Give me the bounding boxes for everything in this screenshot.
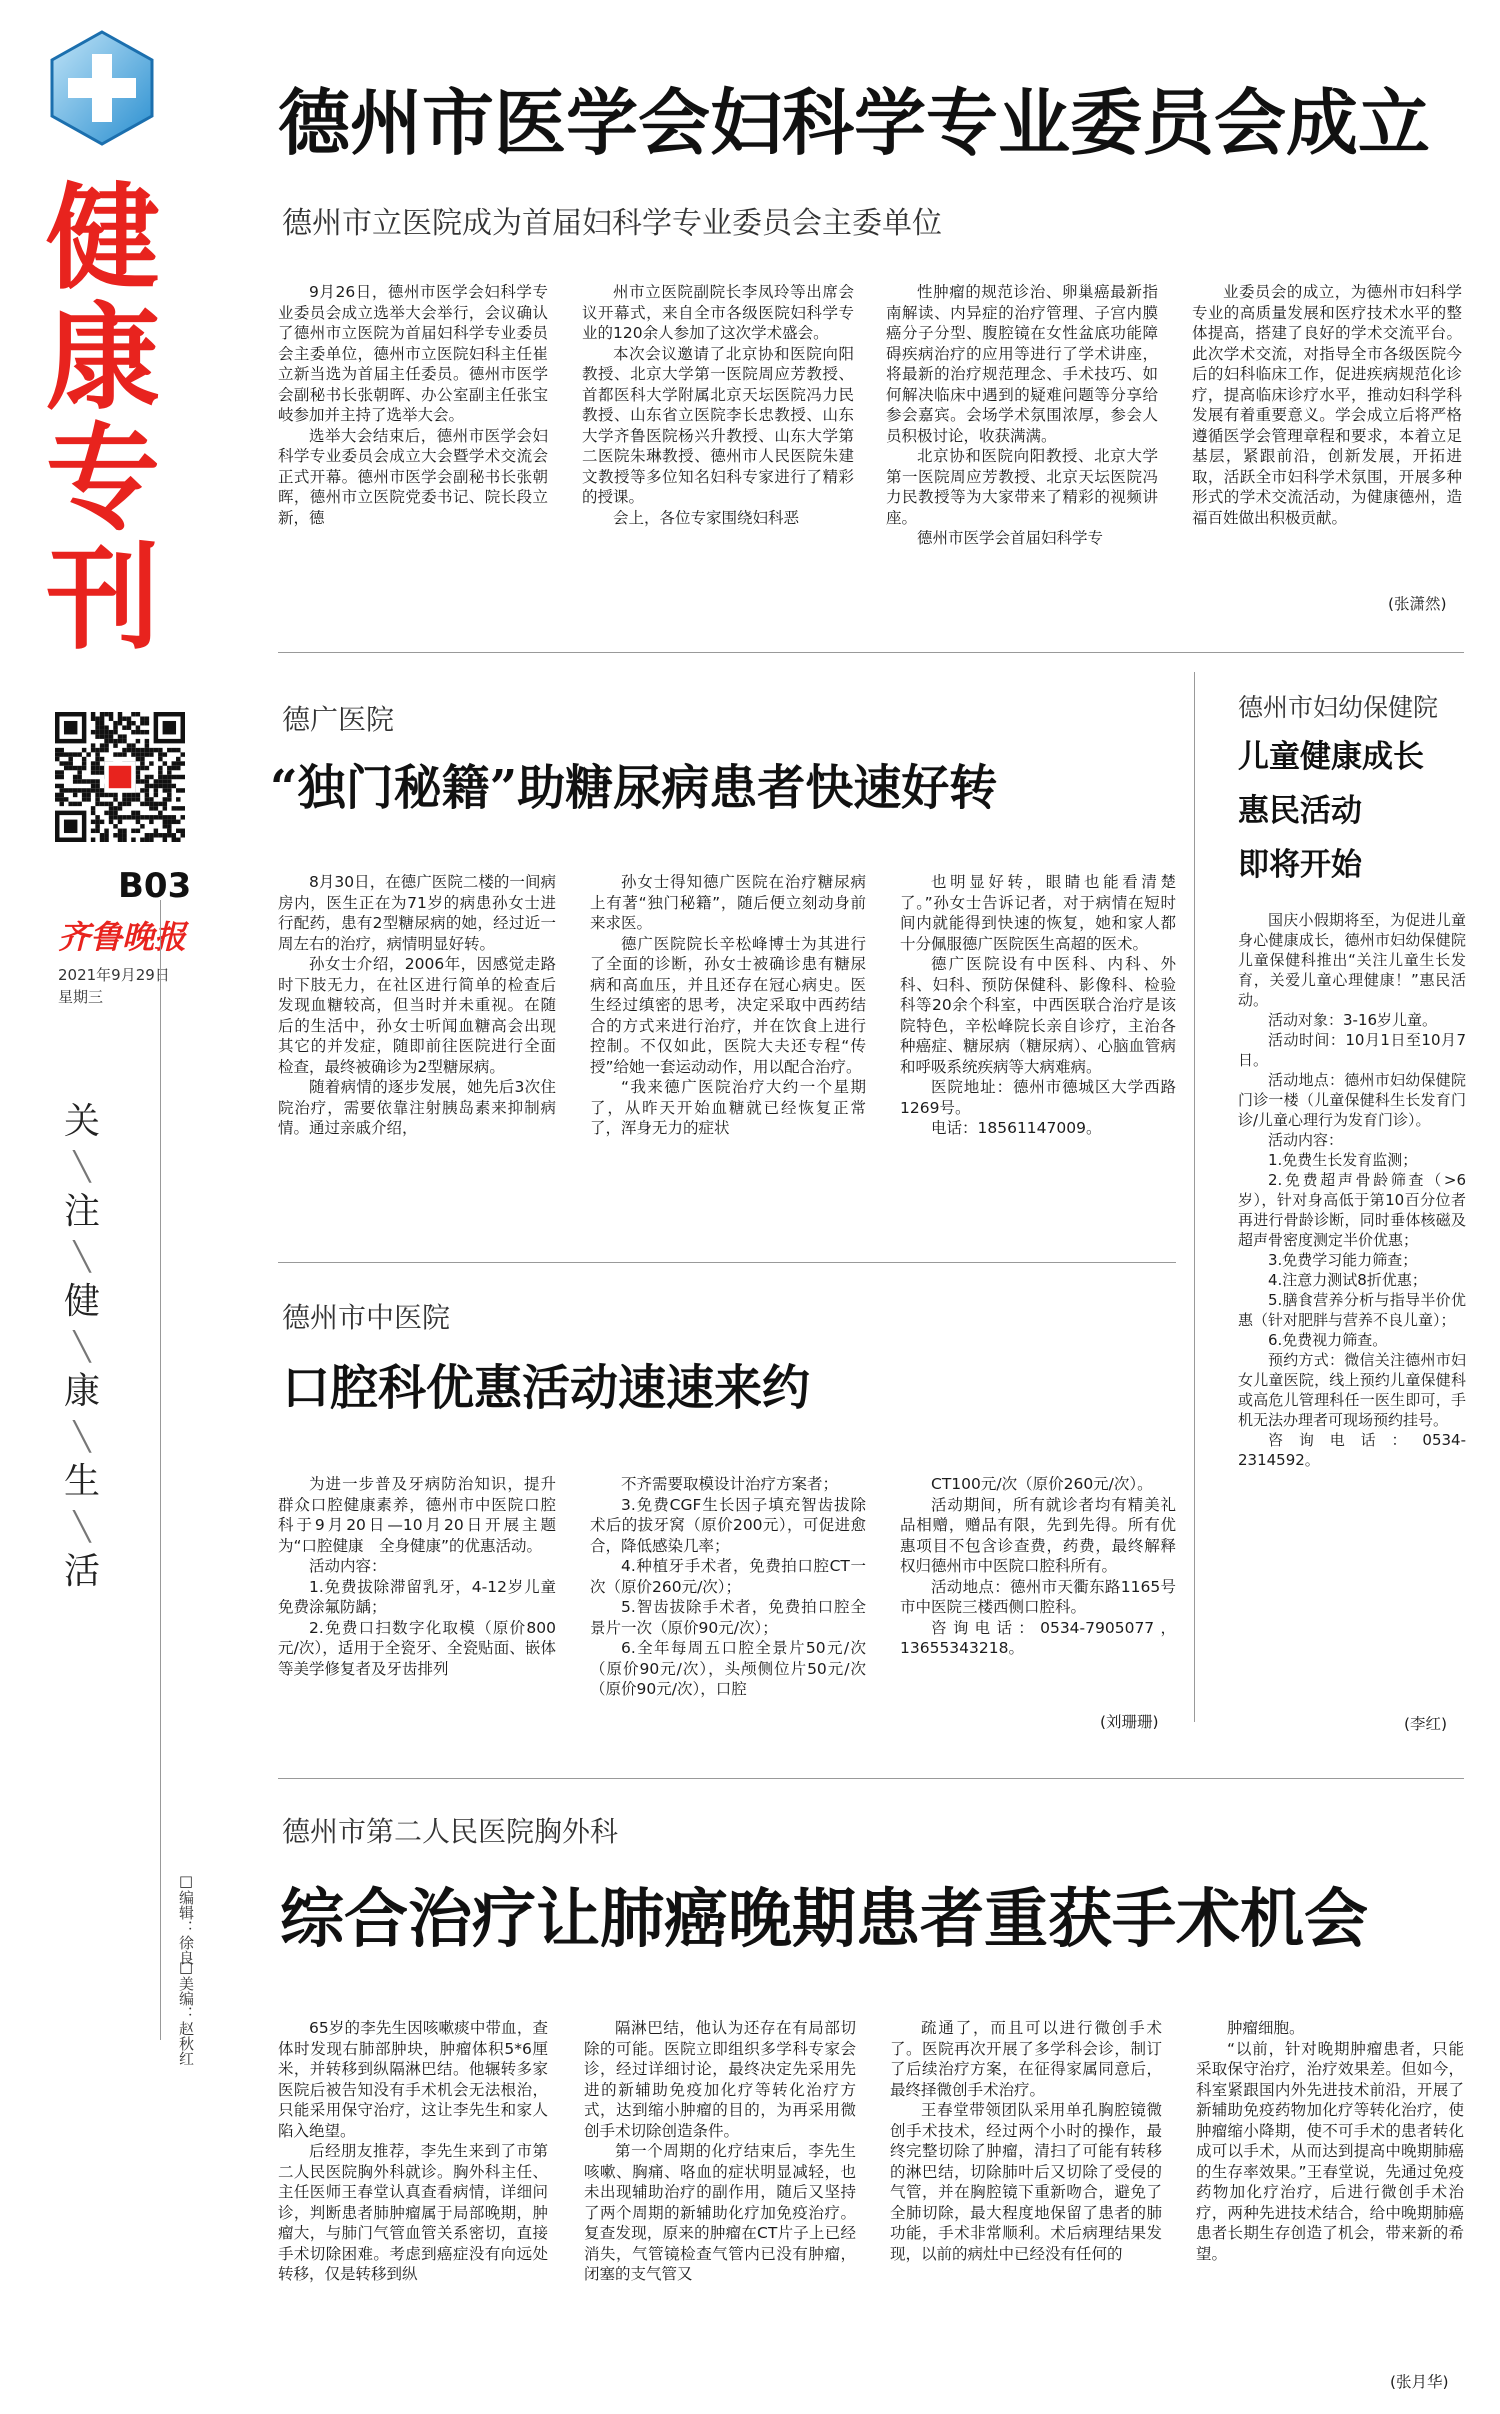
paragraph: 电话：18561147009。: [931, 1119, 1102, 1137]
article3-byline: (李红): [1404, 1715, 1448, 1733]
article3-kicker: 德州市妇幼保健院: [1238, 693, 1439, 722]
article5-col4: [1196, 2018, 1464, 2264]
brand-char: 康: [45, 291, 160, 425]
slogan-char: 关: [63, 1101, 100, 1142]
paragraph: 咨询电话：0534-2314592。: [1238, 1431, 1466, 1469]
paragraph: 孙女士得知德广医院在治疗糖尿病上有著“独门秘籍”，随后便立刻动身前来求医。: [590, 873, 866, 932]
paragraph: 4.种植牙手术者，免费拍口腔CT一次（原价260元/次）；: [590, 1557, 866, 1596]
article5-kicker: 德州市第二人民医院胸外科: [282, 1815, 619, 1848]
article1-title: 德州市医学会妇科学专业委员会成立: [278, 80, 1431, 165]
paragraph: 国庆小假期将至，为促进儿童身心健康成长，德州市妇幼保健院儿童保健科推出“关注儿童生长发育，关爱儿童心理健康！”惠民活动。: [1238, 911, 1466, 1009]
article3-title: [1238, 730, 1424, 892]
article4-byline: (刘珊珊): [1100, 1713, 1159, 1731]
paragraph: “我来德广医院治疗大约一个星期了，从昨天开始血糖就已经恢复正常了，浑身无力的症状: [590, 1078, 866, 1137]
article1-col4: [1192, 282, 1462, 528]
article1-col3: [886, 282, 1158, 549]
paragraph: 本次会议邀请了北京协和医院向阳教授、北京大学第一医院周应芳教授、首都医科大学附属北京天坛医院冯力民教授、山东省立医院李长忠教授、山东大学齐鲁医院杨兴升教授、山东大学第二医院朱琳教授、德州市人民医院朱建文教授等多位知名妇科专家进行了精彩的授课。: [582, 344, 854, 506]
paragraph: 3.免费学习能力筛查；: [1268, 1251, 1418, 1269]
article2-col2: [590, 872, 866, 1139]
article1-subtitle: 德州市立医院成为首届妇科学专业委员会主委单位: [282, 206, 942, 241]
paragraph: “以前，针对晚期肿瘤患者，只能采取保守治疗，治疗效果差。但如今，科室紧跟国内外先进技术前沿，开展了新辅助免疫药物加化疗等转化治疗，使肿瘤缩小降期，使不可手术的患者转化成可以手术，从而达到提高中晚期肺癌的生存率效果。”王春堂说，先通过免疫药物加化疗治疗，后进行微创手术治疗，两种先进技术结合，给中晚期肺癌患者长期生存创造了机会，带来新的希望。: [1196, 2039, 1464, 2263]
slogan-char: 注: [63, 1191, 100, 1232]
paragraph: 不齐需要取模设计治疗方案者；: [621, 1475, 839, 1493]
issue-weekday: 星期三: [58, 988, 104, 1006]
article2-title: “独门秘籍”助糖尿病患者快速好转: [270, 760, 998, 816]
article2-kicker: 德广医院: [282, 703, 395, 736]
paragraph: 疏通了，而且可以进行微创手术了。医院再次开展了多学科会诊，制订了后续治疗方案，在征得家属同意后，最终择微创手术治疗。: [890, 2019, 1162, 2099]
paragraph: 州市立医院副院长李凤玲等出席会议开幕式，来自全市各级医院妇科学专业的120余人参加了这次学术盛会。: [582, 283, 854, 342]
paper-name-logo: 齐鲁晚报: [58, 918, 187, 956]
brand-char: 专: [45, 411, 160, 545]
paragraph: 9月26日，德州市医学会妇科学专业委员会成立选举大会举行，会议确认了德州市立医院为首届妇科学专业委员会主委单位，德州市立医院妇科主任崔立新当选为首届主任委员。德州市医学会副秘书长张朝晖、办公室副主任张宝岐参加并主持了选举大会。: [278, 283, 548, 424]
paragraph: 3.免费CGF生长因子填充智齿拔除术后的拔牙窝（原价200元），可促进愈合，降低感染几率；: [590, 1495, 866, 1555]
paragraph: 6.全年每周五口腔全景片50元/次（原价90元/次），头颅侧位片50元/次（原价90元/次），口腔: [590, 1639, 866, 1698]
paragraph: 1.免费生长发育监测；: [1268, 1151, 1418, 1169]
brand-char: 健: [45, 171, 160, 305]
paragraph: 肿瘤细胞。: [1227, 2019, 1305, 2037]
article4-col3: [900, 1474, 1176, 1659]
brand-title: [38, 171, 168, 665]
paragraph: 65岁的李先生因咳嗽痰中带血，查体时发现右肺部肿块，肿瘤体积5*6厘米，并转移到纵隔淋巴结。他辗转多家医院后被告知没有手术机会无法根治，只能采用保守治疗，这让李先生和家人陷入绝望。: [278, 2019, 548, 2140]
paragraph: 1.免费拔除滞留乳牙，4-12岁儿童免费涂氟防龋；: [278, 1577, 556, 1616]
article2-col3: [900, 872, 1176, 1139]
article1-col1: [278, 282, 548, 528]
article5-title: 综合治疗让肺癌晚期患者重获手术机会: [280, 1882, 1368, 1957]
paragraph: 北京协和医院向阳教授、北京大学第一医院周应芳教授、北京天坛医院冯力民教授等为大家带来了精彩的视频讲座。: [886, 447, 1158, 527]
issue-date: 2021年9月29日: [58, 966, 170, 984]
paragraph: 德广医院设有中医科、内科、外科、妇科、预防保健科、影像科、检验科等20余个科室，中西医联合治疗是该院特色，辛松峰院长亲自诊疗，主治各种癌症、糖尿病（糖尿病）、心脑血管病和呼吸系统疾病等大病难病。: [900, 955, 1176, 1076]
paragraph: 2.免费超声骨龄筛查（>6岁），针对身高低于第10百分位者再进行骨龄诊断，同时垂体核磁及超声骨密度测定半价优惠；: [1238, 1171, 1466, 1249]
paragraph: 咨询电话：0534-7905077，13655343218。: [900, 1618, 1176, 1657]
slogan-char: 康: [63, 1371, 100, 1412]
paragraph: 活动地点：德州市天衢东路1165号市中医院三楼西侧口腔科。: [900, 1577, 1176, 1616]
designer-credit: □美编：赵秋红: [177, 1958, 195, 2066]
slogan-vertical: 关 ╲ 注 ╲ 健 ╲ 康 ╲ 生 ╲ 活: [52, 1096, 112, 1598]
article3-title-line: 儿童健康成长: [1238, 739, 1424, 775]
article5-col2: [584, 2018, 856, 2285]
article5-col1: [278, 2018, 548, 2285]
paragraph: 活动期间，所有就诊者均有精美礼品相赠，赠品有限，先到先得。所有优惠项目不包含诊查费，药费，最终解释权归德州市中医院口腔科所有。: [900, 1495, 1176, 1575]
qr-code-icon: [55, 712, 185, 842]
paragraph: CT100元/次（原价260元/次）。: [931, 1475, 1153, 1493]
paragraph: 德广医院院长辛松峰博士为其进行了全面的诊断，孙女士被确诊患有糖尿病和高血压，并且还存在冠心病史。医生经过缜密的思考，决定采取中西药结合的方式来进行治疗，并在饮食上进行控制。不仅如此，医院大夫还专程“传授”给她一套运动动作，用以配合治疗。: [590, 934, 866, 1076]
article5-byline: (张月华): [1390, 2373, 1449, 2391]
paragraph: 王春堂带领团队采用单孔胸腔镜微创手术技术，经过两个小时的操作，最终完整切除了肿瘤，清扫了可能有转移的淋巴结，切除肺叶后又切除了受侵的气管，并在胸腔镜下重新吻合，避免了全肺切除，最大程度地保留了患者的肺功能，手术非常顺利。术后病理结果发现，以前的病灶中已经没有任何的: [890, 2101, 1162, 2263]
paragraph: 医院地址：德州市德城区大学西路1269号。: [900, 1078, 1176, 1117]
paragraph: 孙女士介绍，2006年，因感觉走路时下肢无力，在社区进行简单的检查后发现血糖较高，但当时并未重视。在随后的生活中，孙女士听闻血糖高会出现其它的并发症，随即前往医院进行全面检查，最终被确诊为2型糖尿病。: [278, 955, 556, 1076]
paragraph: 5.膳食营养分析与指导半价优惠（针对肥胖与营养不良儿童）；: [1238, 1291, 1466, 1329]
slogan-char: 健: [63, 1281, 100, 1322]
paragraph: 随着病情的逐步发展，她先后3次住院治疗，需要依靠注射胰岛素来抑制病情。通过亲戚介绍，: [278, 1078, 556, 1137]
paragraph: 活动地点：德州市妇幼保健院门诊一楼（儿童保健科生长发育门诊/儿童心理行为发育门诊）。: [1238, 1071, 1466, 1129]
page-number: B03: [118, 866, 192, 906]
article3-title-line: 即将开始: [1238, 847, 1362, 883]
paragraph: 2.免费口扫数字化取模（原价800元/次），适用于全瓷牙、全瓷贴面、嵌体等美学修复者及牙齿排列: [278, 1618, 556, 1678]
article1-col2: [582, 282, 854, 528]
paragraph: 活动内容：: [309, 1557, 387, 1575]
article4-kicker: 德州市中医院: [282, 1301, 451, 1334]
paragraph: 为进一步普及牙病防治知识，提升群众口腔健康素养，德州市中医院口腔科于9月20日—10月20日开展主题为“口腔健康 全身健康”的优惠活动。: [278, 1475, 556, 1555]
article4-title: 口腔科优惠活动速速来约: [282, 1360, 811, 1416]
paragraph: 6.免费视力筛查。: [1268, 1331, 1388, 1349]
paragraph: 性肿瘤的规范诊治、卵巢癌最新指南解读、内异症的治疗管理、子宫内膜癌分子分型、腹腔镜在女性盆底功能障碍疾病治疗的应用等进行了学术讲座，将最新的治疗规范理念、手术技巧、如何解决临床中遇到的疑难问题等分享给参会嘉宾。会场学术氛围浓厚，参会人员积极讨论，收获满满。: [886, 283, 1158, 445]
paragraph: 隔淋巴结，他认为还存在有局部切除的可能。医院立即组织多学科专家会诊，经过详细讨论，最终决定先采用先进的新辅助免疫加化疗等转化治疗方式，达到缩小肿瘤的目的，为再采用微创手术切除创造条件。: [584, 2019, 856, 2140]
paragraph: 选举大会结束后，德州市医学会妇科学专业委员会成立大会暨学术交流会正式开幕。德州市医学会副秘书长张朝晖，德州市立医院党委书记、院长段立新，德: [278, 426, 548, 527]
paragraph: 活动内容：: [1268, 1131, 1344, 1149]
paragraph: 4.注意力测试8折优惠；: [1268, 1271, 1427, 1289]
article4-col1: [278, 1474, 556, 1679]
paragraph: 业委员会的成立，为德州市妇科学专业的高质量发展和医疗技术水平的整体提高，搭建了良好的学术交流平台。此次学术交流，对指导全市各级医院今后的妇科临床工作，促进疾病规范化诊疗，提高临床诊疗水平，推动妇科学科发展有着重要意义。学会成立后将严格遵循医学会管理章程和要求，本着立足基层，紧跟前沿，创新发展，开拓进取，活跃全市妇科学术氛围，开展多种形式的学术交流活动，为健康德州，造福百姓做出积极贡献。: [1192, 283, 1462, 527]
article3-title-line: 惠民活动: [1238, 793, 1362, 829]
slogan-char: 生: [63, 1461, 100, 1502]
article2-col1: [278, 872, 556, 1139]
article4-col2: [590, 1474, 866, 1700]
article5-col3: [890, 2018, 1162, 2264]
paragraph: 预约方式：微信关注德州市妇女儿童医院，线上预约儿童保健科或高危儿管理科任一医生即可，手机无法办理者可现场预约挂号。: [1238, 1351, 1466, 1429]
paragraph: 8月30日，在德广医院二楼的一间病房内，医生正在为71岁的病患孙女士进行配药，患有2型糖尿病的她，经过近一周左右的治疗，病情明显好转。: [278, 873, 556, 953]
paragraph: 第一个周期的化疗结束后，李先生咳嗽、胸痛、咯血的症状明显减轻，也未出现辅助治疗的副作用，随后又坚持了两个周期的新辅助化疗加免疫治疗。复查发现，原来的肿瘤在CT片子上已经消失，气管镜检查气管内已没有肿瘤，闭塞的支气管又: [584, 2142, 856, 2283]
slogan-char: 活: [63, 1551, 100, 1592]
paragraph: 也明显好转，眼睛也能看清楚了。”孙女士告诉记者，对于病情在短时间内就能得到快速的恢复，她和家人都十分佩服德广医院医生高超的医术。: [900, 873, 1176, 953]
brand-char: 刊: [45, 531, 160, 665]
paragraph: 活动对象：3-16岁儿童。: [1268, 1011, 1438, 1029]
paragraph: 后经朋友推荐，李先生来到了市第二人民医院胸外科就诊。胸外科主任、主任医师王春堂认真查看病情，详细问诊，判断患者肺肿瘤属于局部晚期，肿瘤大，与肺门气管血管关系密切，直接手术切除困难。考虑到癌症没有向远处转移，仅是转移到纵: [278, 2142, 548, 2283]
paragraph: 5.智齿拔除手术者，免费拍口腔全景片一次（原价90元/次）；: [590, 1598, 866, 1637]
article3-body: [1238, 910, 1466, 1470]
medical-cross-logo-icon: [42, 28, 162, 148]
paragraph: 德州市医学会首届妇科学专: [917, 529, 1104, 547]
paragraph: 活动时间：10月1日至10月7日。: [1238, 1031, 1466, 1069]
paragraph: 会上，各位专家围绕妇科恶: [613, 508, 800, 527]
editor-credit: □编辑：徐良: [177, 1872, 195, 1965]
article1-byline: (张潇然): [1388, 595, 1447, 613]
